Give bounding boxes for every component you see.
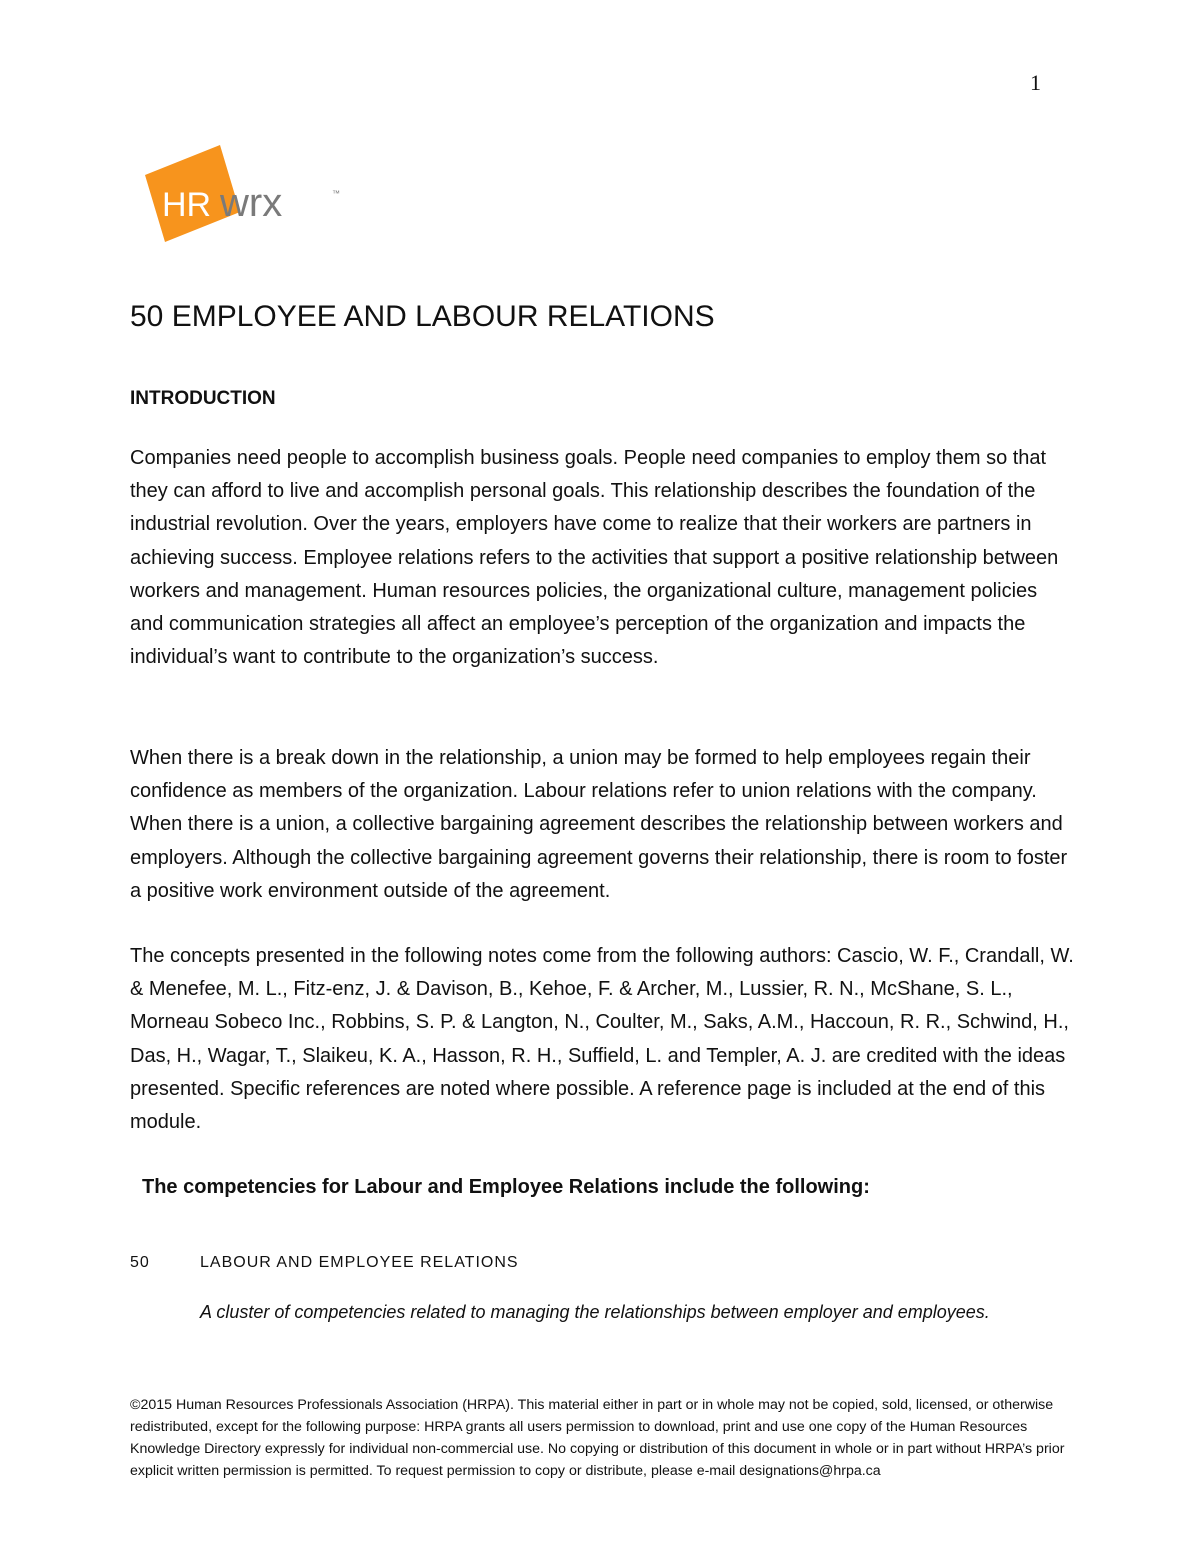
page-number: 1 [1030,70,1041,95]
document-title: 50 EMPLOYEE AND LABOUR RELATIONS [130,300,715,333]
logo-wrx-text: wrx [220,181,283,225]
logo-trademark: ™ [332,189,340,198]
intro-paragraph-3: The concepts presented in the following notes come from the following authors: Cascio, W. F., Crandall, W. & Menefee, M. L., Fitz-enz, J. & Davison, B., Kehoe, F. & Archer, M., Lussier, R. N., McShane, S. L., Morneau Sobeco Inc., Robbins, S. P. & Langton, N., Coulter, M., Saks, A.M., Haccoun, R. R., Schwind, H., Das, H., Wagar, T., Slaikeu, K. A., Hasson, R. H., Suffield, L. and Templer, A. J. are credited with the ideas presented. Specific references are noted where possible. A reference page is included at the end of this module. [130,945,1074,1134]
intro-paragraph-1: Companies need people to accomplish business goals. People need companies to employ them so that they can afford to live and accomplish personal goals. This relationship describes the foundation of the industrial revolution. Over the years, employers have come to realize that their workers are partners in achieving success. Employee relations refers to the activities that support a positive relationship between workers and management. Human resources policies, the organizational culture, management policies and communication strategies all affect an employee’s perception of the organization and impacts the individual’s want to contribute to the organization’s success. [130,447,1059,669]
cluster-name: LABOUR AND EMPLOYEE RELATIONS [200,1254,519,1271]
section-heading-introduction: INTRODUCTION [130,388,276,409]
hrwrx-logo [140,140,350,250]
hrwrx-logo-graphic [140,140,350,250]
intro-paragraph-2: When there is a break down in the relationship, a union may be formed to help employees regain their confidence as members of the organization. Labour relations refer to union relations with the company. When there is a union, a collective bargaining agreement describes the relationship between workers and employers. Although the collective bargaining agreement governs their relationship, there is room to foster a positive work environment outside of the agreement. [130,747,1068,902]
logo-hr-text: HR [162,186,212,224]
competencies-heading: The competencies for Labour and Employee Relations include the following: [142,1176,870,1198]
cluster-number: 50 [130,1254,150,1271]
cluster-description: A cluster of competencies related to managing the relationships between employer and employees. [200,1302,990,1322]
copyright-footer: ©2015 Human Resources Professionals Association (HRPA). This material either in part or in whole may not be copied, sold, licensed, or otherwise redistributed, except for the following purpose: HRPA grants all users permission to download, print and use one copy of the Human Resources Knowledge Directory expressly for individual non-commercial use. No copying or distribution of this document in whole or in part without HRPA’s prior explicit written permission is permitted. To request permission to copy or distribute, please e-mail designations@hrpa.ca [130,1397,1065,1479]
